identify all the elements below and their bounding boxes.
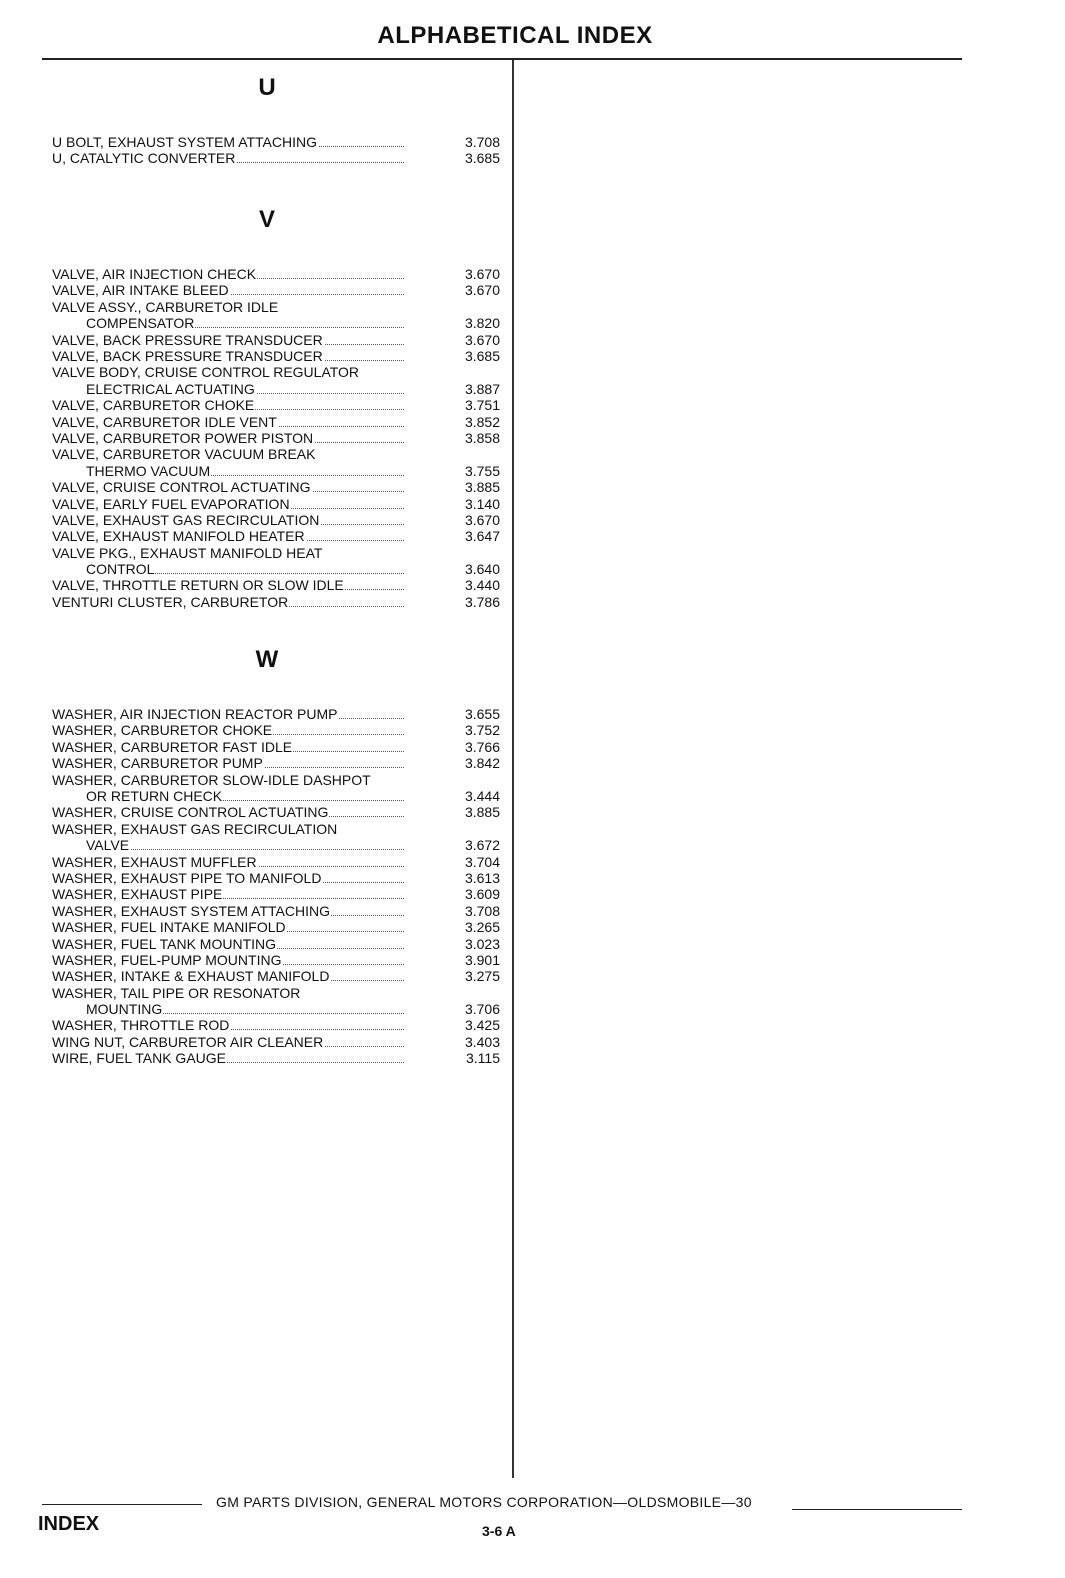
entry-label-text: WASHER, FUEL-PUMP MOUNTING xyxy=(52,951,282,968)
footer-section-label: INDEX xyxy=(38,1513,100,1535)
entry-label-text: VALVE, CARBURETOR POWER PISTON xyxy=(52,429,314,446)
footer-rule-right xyxy=(792,1509,962,1510)
index-entry xyxy=(52,854,502,870)
entry-label-text: VALVE, THROTTLE RETURN OR SLOW IDLE xyxy=(52,577,344,594)
index-entry xyxy=(52,364,502,397)
entry-label xyxy=(52,348,404,364)
entry-label xyxy=(52,577,404,593)
entry-label xyxy=(86,381,404,397)
index-entry xyxy=(52,1017,502,1033)
index-entry xyxy=(52,722,502,738)
entry-label-text: VALVE, CARBURETOR IDLE VENT xyxy=(52,413,277,430)
entry-label-first-line: VALVE ASSY., CARBURETOR IDLE xyxy=(52,298,279,315)
entry-page-number: 3.115 xyxy=(466,1050,500,1067)
index-entry xyxy=(52,282,502,298)
entry-label xyxy=(86,463,404,479)
entry-label-text: WASHER, EXHAUST MUFFLER xyxy=(52,853,257,870)
entry-page-number: 3.901 xyxy=(464,951,500,968)
entry-label-first-line: WASHER, TAIL PIPE OR RESONATOR xyxy=(52,984,301,1001)
entry-page-number: 3.440 xyxy=(464,577,500,594)
entry-label-text: WASHER, EXHAUST SYSTEM ATTACHING xyxy=(52,902,330,919)
entry-label-first-line: VALVE BODY, CRUISE CONTROL REGULATOR xyxy=(52,364,360,381)
index-entry xyxy=(52,985,502,1018)
entry-label xyxy=(52,919,404,935)
index-entry xyxy=(52,870,502,886)
entry-list-v xyxy=(52,266,502,610)
index-entry xyxy=(52,936,502,952)
index-entry xyxy=(52,479,502,495)
entry-label-text: VALVE, CRUISE CONTROL ACTUATING xyxy=(52,479,311,496)
entry-label-text: VENTURI CLUSTER, CARBURETOR xyxy=(52,593,289,610)
entry-label xyxy=(52,266,404,282)
entry-page-number: 3.670 xyxy=(464,266,500,282)
entry-label-text: U BOLT, EXHAUST SYSTEM ATTACHING xyxy=(52,134,318,150)
entry-page-number: 3.708 xyxy=(464,902,500,919)
entry-label xyxy=(52,282,404,298)
index-entry xyxy=(52,739,502,755)
entry-page-number: 3.265 xyxy=(464,919,500,936)
entry-list-u xyxy=(52,134,502,167)
entry-page-number: 3.425 xyxy=(464,1017,500,1034)
title-rule xyxy=(42,58,962,60)
entry-label-first-line: VALVE, CARBURETOR VACUUM BREAK xyxy=(52,446,316,463)
page-title: ALPHABETICAL INDEX xyxy=(377,22,653,49)
entry-page-number: 3.685 xyxy=(464,150,500,167)
entry-label xyxy=(52,936,404,952)
entry-label xyxy=(52,1050,404,1066)
index-entry xyxy=(52,528,502,544)
entry-page-number: 3.885 xyxy=(464,804,500,821)
entry-label-text: VALVE, EXHAUST GAS RECIRCULATION xyxy=(52,511,320,528)
entry-label xyxy=(52,414,404,430)
index-entry xyxy=(52,266,502,282)
entry-label-text: WASHER, INTAKE & EXHAUST MANIFOLD xyxy=(52,968,330,985)
index-entry xyxy=(52,886,502,902)
entry-label-text: CONTROL xyxy=(86,561,155,578)
index-entry xyxy=(52,332,502,348)
index-entry xyxy=(52,755,502,771)
footer-rule-left xyxy=(42,1504,202,1505)
entry-label-text: WASHER, CARBURETOR PUMP xyxy=(52,755,263,772)
entry-label xyxy=(52,512,404,528)
entry-label xyxy=(52,134,404,150)
entry-page-number: 3.140 xyxy=(464,495,500,512)
entry-label-text: WASHER, CARBURETOR CHOKE xyxy=(52,722,273,739)
entry-label-text: WASHER, FUEL TANK MOUNTING xyxy=(52,935,277,952)
index-entry xyxy=(52,952,502,968)
entry-page-number: 3.670 xyxy=(464,282,500,299)
entry-page-number: 3.786 xyxy=(464,593,500,610)
entry-page-number: 3.704 xyxy=(464,853,500,870)
entry-label xyxy=(52,804,404,820)
entry-page-number: 3.852 xyxy=(464,413,500,430)
entry-label xyxy=(86,315,404,331)
index-entry xyxy=(52,1050,502,1066)
entry-page-number: 3.444 xyxy=(464,787,500,804)
index-entry xyxy=(52,804,502,820)
entry-page-number: 3.672 xyxy=(464,837,500,854)
entry-label-text: VALVE, AIR INJECTION CHECK xyxy=(52,266,257,282)
entry-label-text: WASHER, CRUISE CONTROL ACTUATING xyxy=(52,804,329,821)
index-entry xyxy=(52,512,502,528)
footer-page-number: 3-6 A xyxy=(482,1523,516,1539)
entry-label-text: WASHER, EXHAUST PIPE xyxy=(52,886,223,903)
entry-page-number: 3.670 xyxy=(464,511,500,528)
entry-label-text: VALVE, AIR INTAKE BLEED xyxy=(52,282,229,299)
entry-page-number: 3.842 xyxy=(464,755,500,772)
entry-label-text: OR RETURN CHECK xyxy=(86,787,223,804)
index-entry xyxy=(52,134,502,150)
index-entry xyxy=(52,430,502,446)
entry-label xyxy=(52,886,404,902)
entry-page-number: 3.708 xyxy=(464,134,500,150)
index-entry xyxy=(52,706,502,722)
entry-page-number: 3.755 xyxy=(464,462,500,479)
entry-label-text: COMPENSATOR xyxy=(86,315,195,332)
entry-label xyxy=(52,903,404,919)
entry-label xyxy=(52,150,404,166)
entry-page-number: 3.685 xyxy=(464,347,500,364)
entry-label xyxy=(86,837,404,853)
section-w xyxy=(52,648,502,1067)
index-entry xyxy=(52,594,502,610)
index-entry xyxy=(52,903,502,919)
entry-label xyxy=(52,594,404,610)
entry-label xyxy=(52,1017,404,1033)
entry-label xyxy=(86,788,404,804)
index-entry xyxy=(52,577,502,593)
entry-label-text: VALVE, BACK PRESSURE TRANSDUCER xyxy=(52,331,323,348)
entry-label xyxy=(52,706,404,722)
entry-label xyxy=(52,496,404,512)
index-entry xyxy=(52,545,502,578)
entry-label xyxy=(52,397,404,413)
entry-page-number: 3.887 xyxy=(464,380,500,397)
entry-page-number: 3.752 xyxy=(464,722,500,739)
entry-page-number: 3.766 xyxy=(464,738,500,755)
entry-page-number: 3.275 xyxy=(464,968,500,985)
entry-label-text: VALVE, EXHAUST MANIFOLD HEATER xyxy=(52,528,305,545)
entry-label-text: WASHER, FUEL INTAKE MANIFOLD xyxy=(52,919,286,936)
entry-label-text: WASHER, AIR INJECTION REACTOR PUMP xyxy=(52,706,338,722)
section-heading-w: W xyxy=(255,646,279,673)
entry-label xyxy=(52,854,404,870)
index-entry xyxy=(52,772,502,805)
section-heading-v: V xyxy=(258,206,275,233)
footer-publisher: GM PARTS DIVISION, GENERAL MOTORS CORPORATION—OLDSMOBILE—30 xyxy=(216,1494,752,1510)
entry-page-number: 3.640 xyxy=(464,561,500,578)
entry-label xyxy=(52,332,404,348)
entry-label xyxy=(52,430,404,446)
entry-label-text: ELECTRICAL ACTUATING xyxy=(86,380,255,397)
index-entry xyxy=(52,821,502,854)
entry-label-text: VALVE, BACK PRESSURE TRANSDUCER xyxy=(52,347,323,364)
index-entry xyxy=(52,150,502,166)
entry-label xyxy=(52,968,404,984)
index-entry xyxy=(52,348,502,364)
index-entry xyxy=(52,299,502,332)
entry-page-number: 3.613 xyxy=(464,869,500,886)
entry-label-text: VALVE, CARBURETOR CHOKE xyxy=(52,397,255,414)
entry-list-w xyxy=(52,706,502,1067)
index-entry xyxy=(52,919,502,935)
column-divider xyxy=(512,60,514,1478)
entry-page-number: 3.655 xyxy=(464,706,500,722)
section-u xyxy=(52,76,502,167)
entry-label-text: WASHER, EXHAUST PIPE TO MANIFOLD xyxy=(52,869,322,886)
entry-label-text: MOUNTING xyxy=(86,1001,163,1018)
entry-label xyxy=(52,1034,404,1050)
index-entry xyxy=(52,496,502,512)
index-entry xyxy=(52,397,502,413)
section-v xyxy=(52,208,502,610)
index-entry xyxy=(52,446,502,479)
entry-label xyxy=(52,870,404,886)
entry-label-text: WASHER, THROTTLE ROD xyxy=(52,1017,230,1034)
entry-label-text: VALVE xyxy=(86,837,130,854)
entry-label-first-line: VALVE PKG., EXHAUST MANIFOLD HEAT xyxy=(52,544,323,561)
entry-page-number: 3.023 xyxy=(464,935,500,952)
section-heading-u: U xyxy=(258,74,276,101)
entry-label-text: WASHER, CARBURETOR FAST IDLE xyxy=(52,738,293,755)
entry-label-first-line: WASHER, EXHAUST GAS RECIRCULATION xyxy=(52,820,338,837)
entry-label xyxy=(52,755,404,771)
entry-label-first-line: WASHER, CARBURETOR SLOW-IDLE DASHPOT xyxy=(52,771,371,788)
entry-label-text: THERMO VACUUM xyxy=(86,462,211,479)
entry-label-text: U, CATALYTIC CONVERTER xyxy=(52,150,236,167)
index-entry xyxy=(52,968,502,984)
entry-label-text: WIRE, FUEL TANK GAUGE xyxy=(52,1050,226,1067)
entry-page-number: 3.820 xyxy=(464,315,500,332)
entry-label xyxy=(52,479,404,495)
entry-page-number: 3.647 xyxy=(464,528,500,545)
entry-label xyxy=(52,739,404,755)
index-entry xyxy=(52,414,502,430)
entry-page-number: 3.670 xyxy=(464,331,500,348)
index-entry xyxy=(52,1034,502,1050)
entry-page-number: 3.858 xyxy=(464,429,500,446)
entry-label xyxy=(52,952,404,968)
entry-label xyxy=(52,528,404,544)
entry-label-text: WING NUT, CARBURETOR AIR CLEANER xyxy=(52,1033,324,1050)
entry-page-number: 3.706 xyxy=(464,1001,500,1018)
entry-page-number: 3.751 xyxy=(464,397,500,414)
entry-label xyxy=(86,561,404,577)
entry-page-number: 3.609 xyxy=(464,886,500,903)
entry-label-text: VALVE, EARLY FUEL EVAPORATION xyxy=(52,495,290,512)
entry-label xyxy=(86,1001,404,1017)
entry-page-number: 3.885 xyxy=(464,479,500,496)
entry-page-number: 3.403 xyxy=(464,1033,500,1050)
entry-label xyxy=(52,722,404,738)
